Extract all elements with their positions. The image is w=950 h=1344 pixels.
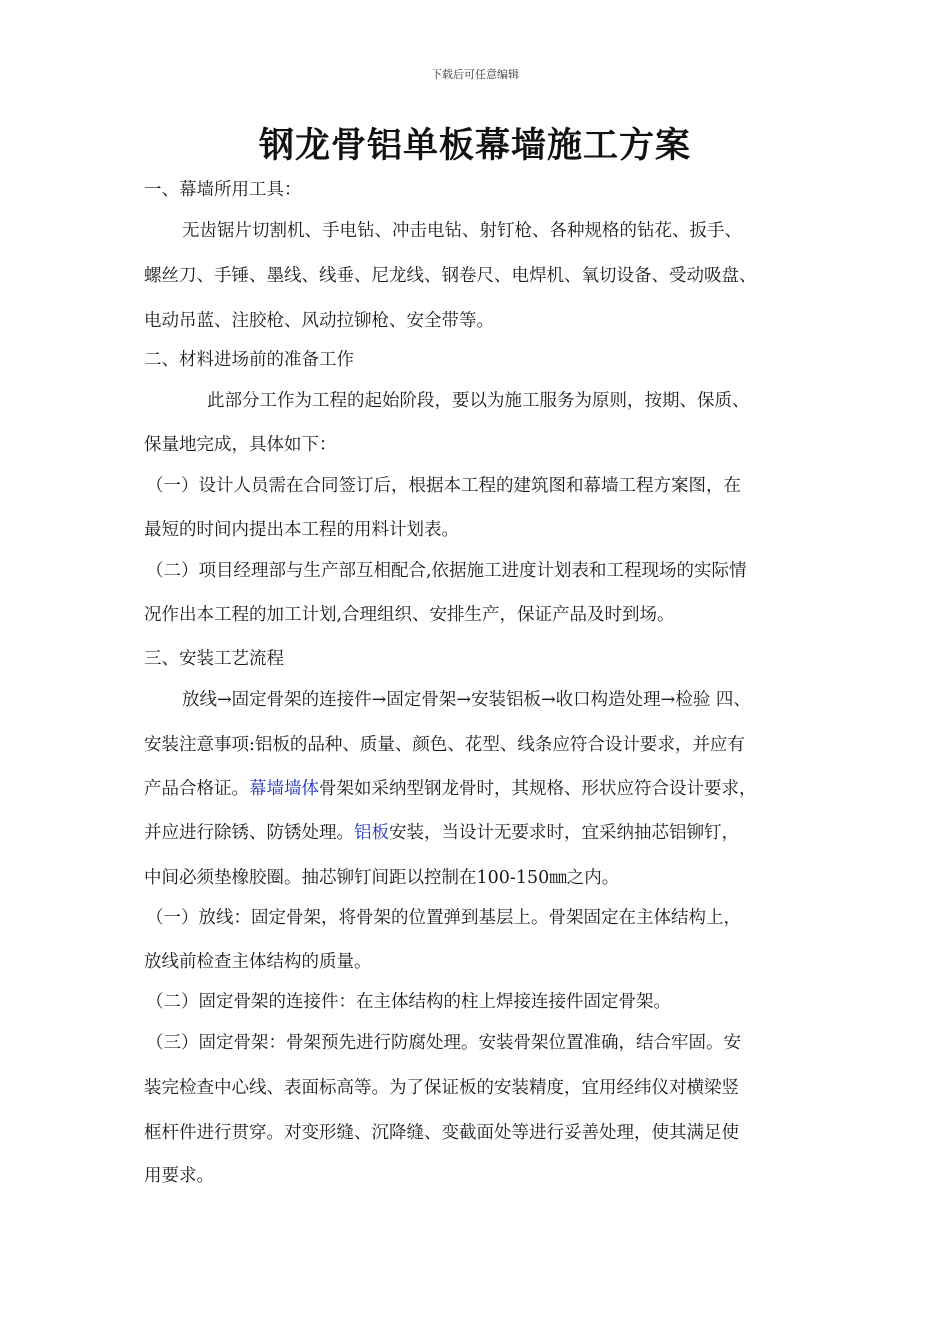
paragraph-line: 保量地完成，具体如下： (144, 435, 337, 455)
paragraph-line: 最短的时间内提出本工程的用料计划表。 (144, 520, 459, 540)
paragraph-line: （一）放线：固定骨架，将骨架的位置弹到基层上。骨架固定在主体结构上， (146, 908, 741, 928)
paragraph-line (144, 733, 834, 757)
text-run: 并应进行除锈、防锈处理。 (144, 823, 354, 843)
paragraph-line: （二）项目经理部与生产部互相配合,依据施工进度计划表和工程现场的实际情 (146, 561, 747, 581)
paragraph-line: 螺丝刀、手锤、墨线、线垂、尼龙线、钢卷尺、电焊机、氧切设备、受动吸盘、 (144, 266, 757, 286)
paragraph-line: 装完检查中心线、表面标高等。为了保证板的安装精度，宜用经纬仪对横梁竖 (144, 1078, 739, 1098)
paragraph-line: 框杆件进行贯穿。对变形缝、沉降缝、变截面处等进行妥善处理，使其满足使 (144, 1123, 739, 1143)
paragraph-line: 况作出本工程的加工计划,合理组织、安排生产，保证产品及时到场。 (144, 605, 675, 625)
text-run: 安装，当设计无要求时，宜采纳抽芯铝铆钉， (389, 823, 739, 843)
paragraph-line: （三）固定骨架：骨架预先进行防腐处理。安装骨架位置准确，结合牢固。安 (146, 1033, 741, 1053)
section-heading: 一、幕墙所用工具： (144, 180, 302, 200)
link-text[interactable]: 铝板 (354, 823, 389, 843)
paragraph-line: 此部分工作为工程的起始阶段，要以为施工服务为原则，按期、保质、 (207, 391, 750, 411)
text-run: 安装注意事项: (144, 735, 255, 755)
paragraph-line: （二）固定骨架的连接件：在主体结构的柱上焊接连接件固定骨架。 (146, 992, 671, 1012)
link-text[interactable]: 幕墙墙体 (249, 779, 319, 799)
paragraph-line: 电动吊蓝、注胶枪、风动拉铆枪、安全带等。 (144, 311, 494, 331)
text-run: 骨架如采纳型钢龙骨时，其规格、形状应符合设计要求， (319, 779, 757, 799)
text-run: 的品种、质量、颜色、花型、线条应符合设计要求，并应有 (289, 735, 745, 755)
paragraph-line: 用要求。 (144, 1166, 214, 1186)
paragraph-line: 无齿锯片切割机、手电钻、冲击电钻、射钉枪、各种规格的钻花、扳手、 (182, 221, 742, 241)
paragraph-line: 放线前检查主体结构的质量。 (144, 952, 372, 972)
section-heading: 二、材料进场前的准备工作 (144, 350, 354, 370)
paragraph-line: 中间必须垫橡胶圈。抽芯铆钉间距以控制在100-150㎜之内。 (144, 868, 620, 888)
text-run: 产品合格证。 (144, 779, 249, 799)
paragraph-line (144, 777, 834, 801)
paragraph-line: 放线→固定骨架的连接件→固定骨架→安装铝板→收口构造处理→检验 四、 (182, 690, 751, 710)
document-title: 钢龙骨铝单板幕墙施工方案 (258, 125, 691, 166)
header-note: 下载后可任意编辑 (431, 68, 519, 81)
paragraph-line: （一）设计人员需在合同签订后，根据本工程的建筑图和幕墙工程方案图，在 (146, 476, 741, 496)
section-heading: 三、安装工艺流程 (144, 649, 284, 669)
text-run: 铝板 (254, 735, 290, 755)
paragraph-line (144, 821, 834, 845)
